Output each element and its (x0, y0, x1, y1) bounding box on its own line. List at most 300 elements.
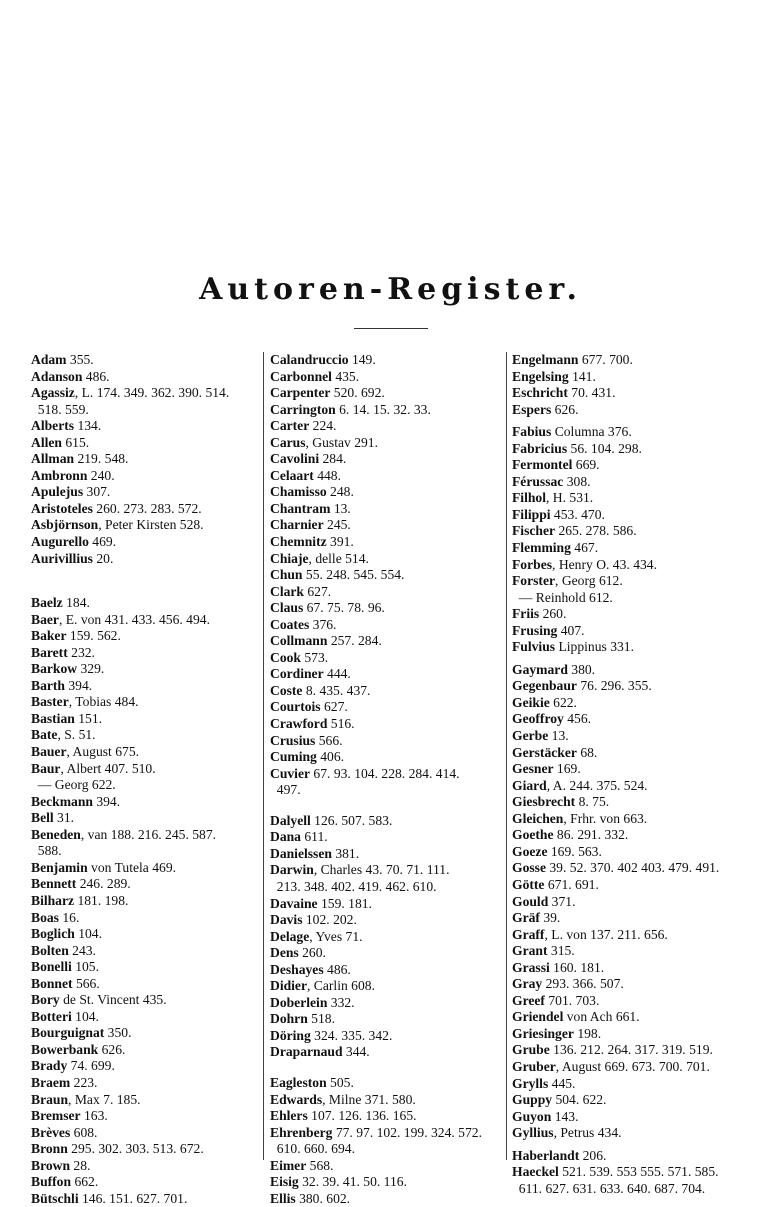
index-entry (31, 992, 261, 1009)
index-column-3 (512, 352, 774, 1197)
entry-name: Beneden (31, 826, 81, 842)
entry-pages: 223. (70, 1074, 98, 1090)
entry-name: Griendel (512, 1009, 564, 1025)
entry-pages: 626. (98, 1041, 126, 1057)
entry-name: Aristoteles (31, 500, 93, 516)
index-entry (270, 945, 505, 962)
entry-pages: 126. 507. 583. (310, 812, 393, 828)
index-entry (270, 1075, 505, 1092)
index-entry (31, 910, 261, 927)
entry-name: Filhol (512, 490, 546, 506)
entry-pages: 134. (74, 418, 102, 434)
entry-name: Calandruccio (270, 352, 349, 367)
entry-pages: , Georg 612. (555, 573, 623, 589)
entry-pages: 8. 75. (575, 794, 610, 810)
entry-name: Baelz (31, 595, 63, 611)
entry-name: Döring (270, 1027, 311, 1043)
index-entry (31, 843, 261, 860)
entry-name: Grant (512, 943, 548, 959)
entry-name: Boglich (31, 926, 75, 942)
index-entry (512, 1125, 774, 1142)
entry-pages: — Reinhold 612. (512, 589, 613, 605)
entry-pages: 615. (61, 434, 90, 450)
entry-pages: 486. (323, 961, 351, 977)
index-entry (31, 645, 261, 662)
entry-pages: 141. (568, 368, 596, 384)
index-entry (512, 860, 774, 877)
index-entry (31, 1025, 261, 1042)
entry-pages: 260. (298, 945, 326, 961)
index-entry (512, 711, 774, 728)
entry-name: Gray (512, 976, 543, 992)
entry-pages: 568. (306, 1157, 334, 1173)
entry-pages: 406. (316, 749, 345, 765)
entry-name: Grube (512, 1042, 550, 1058)
entry-name: Grylls (512, 1075, 549, 1091)
entry-name: Beckmann (31, 793, 93, 809)
entry-pages: 151. (74, 710, 103, 726)
entry-pages: , L. 174. 349. 362. 390. 514. (74, 385, 230, 401)
index-entry (31, 727, 261, 744)
entry-pages: , Carlin 608. (307, 978, 375, 994)
index-entry (512, 402, 774, 419)
entry-pages: , August 675. (66, 744, 140, 760)
index-entry (31, 893, 261, 910)
index-entry (31, 534, 261, 551)
entry-name: Gerbe (512, 728, 549, 744)
entry-pages: 31. (53, 810, 75, 826)
index-entry (31, 551, 261, 568)
entry-pages: , Peter Kirsten 528. (98, 517, 204, 533)
entry-pages: 497. (270, 782, 301, 798)
entry-pages: 456. (563, 711, 592, 727)
entry-name: Bourguignat (31, 1025, 105, 1041)
entry-name: Bütschli (31, 1190, 79, 1206)
entry-pages: , L. von 137. 211. 656. (544, 926, 668, 942)
entry-pages: 224. (309, 418, 337, 434)
entry-name: Bauer (31, 744, 67, 760)
entry-pages: 13. (330, 500, 351, 516)
entry-pages: 232. (67, 644, 95, 660)
entry-pages: 376. (309, 616, 337, 632)
index-entry (512, 943, 774, 960)
index-entry (512, 1026, 774, 1043)
entry-name: Gräf (512, 910, 540, 926)
entry-pages: 626. (551, 401, 579, 417)
entry-pages: 608. (70, 1124, 98, 1140)
index-entry (270, 1158, 505, 1175)
entry-pages: 669. (572, 457, 600, 473)
entry-name: Cuming (270, 749, 317, 765)
index-entry (512, 457, 774, 474)
entry-pages: 344. (342, 1044, 370, 1060)
entry-name: Deshayes (270, 961, 324, 977)
entry-pages: 181. 198. (74, 892, 129, 908)
entry-name: Gould (512, 893, 549, 909)
entry-name: Alberts (31, 418, 75, 434)
entry-name: Guyon (512, 1108, 552, 1124)
entry-pages: , H. 531. (546, 490, 594, 506)
entry-pages: 381. (331, 845, 360, 861)
index-entry (31, 1125, 261, 1142)
entry-pages: 13. (548, 728, 569, 744)
index-entry (31, 777, 261, 794)
entry-pages: 350. (104, 1025, 132, 1041)
index-entry (270, 600, 505, 617)
entry-name: Frusing (512, 622, 558, 638)
entry-name: Clark (270, 583, 304, 599)
entry-name: Doberlein (270, 994, 328, 1010)
index-entry (270, 1092, 505, 1109)
entry-pages: 159. 181. (317, 895, 372, 911)
section-gap (270, 1061, 505, 1075)
entry-name: Haeckel (512, 1164, 559, 1180)
entry-pages: 627. (303, 583, 332, 599)
entry-pages: , delle 514. (308, 550, 369, 566)
index-entry (270, 1125, 505, 1142)
entry-pages: 107. 126. 136. 165. (307, 1108, 417, 1124)
entry-name: Filippi (512, 506, 551, 522)
entry-name: Benjamin (31, 859, 88, 875)
index-entry (31, 418, 261, 435)
index-entry (270, 766, 505, 783)
index-entry (270, 484, 505, 501)
index-entry (270, 617, 505, 634)
entry-name: Eschricht (512, 385, 568, 401)
entry-pages: 245. (323, 517, 351, 533)
entry-pages: 518. 559. (31, 401, 89, 417)
index-entry (512, 490, 774, 507)
entry-pages: 104. (71, 1008, 99, 1024)
index-entry (512, 573, 774, 590)
entry-name: Chantram (270, 500, 331, 516)
index-entry (31, 402, 261, 419)
entry-name: Bate (31, 727, 58, 743)
index-entry (270, 435, 505, 452)
index-entry (270, 733, 505, 750)
entry-name: Edwards (270, 1091, 323, 1107)
entry-pages: 435. (331, 368, 360, 384)
entry-name: Adam (31, 352, 67, 367)
entry-name: Götte (512, 876, 545, 892)
entry-name: Carbonnel (270, 368, 332, 384)
index-column-1 (31, 352, 261, 1207)
entry-pages: 467. (570, 540, 599, 556)
index-entry (512, 1059, 774, 1076)
index-entry (31, 860, 261, 877)
entry-pages: 74. 699. (67, 1058, 115, 1074)
entry-name: Fabricius (512, 440, 568, 456)
entry-pages: 248. (326, 484, 354, 500)
entry-name: Goethe (512, 827, 554, 843)
index-entry (512, 1164, 774, 1181)
entry-name: Chemnitz (270, 534, 327, 550)
entry-pages: 445. (548, 1075, 576, 1091)
entry-pages: 240. (87, 467, 115, 483)
index-entry (512, 441, 774, 458)
index-entry (270, 584, 505, 601)
entry-pages: , S. 51. (57, 727, 96, 743)
section-gap (31, 567, 261, 595)
entry-name: Barth (31, 677, 65, 693)
index-column-2 (270, 352, 505, 1207)
index-entry (31, 943, 261, 960)
entry-pages: 448. (313, 467, 341, 483)
entry-pages: 206. (579, 1147, 607, 1163)
entry-name: Bonnet (31, 975, 73, 991)
entry-name: Crusius (270, 732, 316, 748)
index-entry (31, 827, 261, 844)
entry-pages: 394. (64, 677, 93, 693)
index-entry (31, 959, 261, 976)
entry-name: Davis (270, 912, 303, 928)
index-entry (31, 1075, 261, 1092)
index-entry (31, 711, 261, 728)
index-entry (512, 507, 774, 524)
entry-pages: 55. 248. 545. 554. (302, 567, 405, 583)
entry-pages: 516. (327, 716, 355, 732)
entry-pages: 260. (539, 606, 567, 622)
entry-name: Bory (31, 992, 60, 1008)
entry-name: Asbjörnson (31, 517, 99, 533)
entry-pages: , Petrus 434. (553, 1125, 622, 1141)
entry-name: Buffon (31, 1174, 72, 1190)
entry-pages: 662. (71, 1174, 99, 1190)
entry-name: Collmann (270, 633, 328, 649)
index-entry (270, 995, 505, 1012)
index-entry (270, 418, 505, 435)
entry-pages: 329. (77, 661, 105, 677)
entry-name: Adanson (31, 368, 83, 384)
index-entry (270, 501, 505, 518)
index-entry (270, 699, 505, 716)
entry-name: Carpenter (270, 385, 331, 401)
index-entry (512, 695, 774, 712)
entry-name: Espers (512, 401, 552, 417)
entry-name: Crawford (270, 716, 328, 732)
entry-name: Dana (270, 829, 301, 845)
entry-pages: von Ach 661. (563, 1009, 640, 1025)
entry-pages: 67. 93. 104. 228. 284. 414. (310, 765, 460, 781)
entry-pages: 149. (348, 352, 376, 367)
entry-name: Giesbrecht (512, 794, 576, 810)
entry-name: Cavolini (270, 451, 320, 467)
entry-name: Greef (512, 992, 545, 1008)
index-entry (31, 976, 261, 993)
index-entry (512, 811, 774, 828)
index-entry (270, 879, 505, 896)
entry-name: Engelmann (512, 352, 579, 367)
index-entry (270, 666, 505, 683)
index-entry (512, 369, 774, 386)
entry-name: Geikie (512, 694, 550, 710)
entry-pages: 671. 691. (544, 876, 599, 892)
entry-pages: 355. (66, 352, 94, 367)
index-entry (31, 484, 261, 501)
entry-name: Grassi (512, 959, 550, 975)
index-entry (270, 517, 505, 534)
index-entry (512, 910, 774, 927)
index-entry (270, 716, 505, 733)
entry-pages: 219. 548. (74, 451, 129, 467)
entry-name: Engelsing (512, 368, 569, 384)
index-entry (512, 1076, 774, 1093)
index-entry (31, 501, 261, 518)
entry-name: Eisig (270, 1174, 299, 1190)
entry-name: Didier (270, 978, 307, 994)
index-entry (270, 683, 505, 700)
entry-pages: , van 188. 216. 245. 587. (80, 826, 217, 842)
entry-pages: , Charles 43. 70. 71. 111. (313, 862, 450, 878)
index-entry (512, 639, 774, 656)
entry-pages: 67. 75. 78. 96. (303, 600, 385, 616)
index-entry (512, 1181, 774, 1198)
index-entry (512, 778, 774, 795)
entry-pages: 257. 284. (327, 633, 382, 649)
entry-name: Apulejus (31, 484, 84, 500)
entry-pages: 307. (83, 484, 111, 500)
index-entry (31, 761, 261, 778)
entry-name: Carus (270, 434, 306, 450)
entry-pages: von Tutela 469. (87, 859, 177, 875)
entry-name: Bennett (31, 876, 77, 892)
index-entry (512, 745, 774, 762)
entry-pages: 469. (88, 534, 117, 550)
index-entry (512, 352, 774, 369)
entry-pages: 588. (31, 843, 62, 859)
entry-pages: 324. 335. 342. (310, 1027, 393, 1043)
entry-name: Augurello (31, 534, 89, 550)
entry-pages: 260. 273. 283. 572. (92, 500, 202, 516)
index-entry (512, 794, 774, 811)
index-entry (31, 352, 261, 369)
entry-name: Gosse (512, 860, 546, 876)
index-entry (512, 993, 774, 1010)
entry-pages: , August 669. 673. 700. 701. (555, 1058, 710, 1074)
entry-pages: 308. (563, 473, 591, 489)
entry-name: Carter (270, 418, 310, 434)
entry-pages: , Frhr. von 663. (563, 810, 648, 826)
entry-pages: 8. 435. 437. (302, 682, 371, 698)
entry-name: Fabius (512, 424, 552, 440)
index-entry (512, 927, 774, 944)
index-entry (270, 369, 505, 386)
entry-name: Forbes (512, 556, 553, 572)
entry-name: Fulvius (512, 639, 556, 655)
entry-name: Boas (31, 909, 59, 925)
entry-pages: 76. 296. 355. (576, 678, 652, 694)
entry-name: Ambronn (31, 467, 88, 483)
section-gap (270, 799, 505, 813)
index-entry (512, 827, 774, 844)
entry-pages: 169. 563. (547, 843, 602, 859)
index-entry (31, 628, 261, 645)
index-entry (512, 662, 774, 679)
entry-name: Fischer (512, 523, 556, 539)
entry-pages: 143. (551, 1108, 579, 1124)
entry-name: Bilharz (31, 892, 75, 908)
column-divider (506, 352, 507, 1160)
entry-pages: 315. (547, 943, 575, 959)
entry-name: Goeze (512, 843, 548, 859)
entry-name: Gleichen (512, 810, 564, 826)
entry-pages: — Georg 622. (31, 777, 116, 793)
index-entry (31, 1042, 261, 1059)
entry-pages: 32. 39. 41. 50. 116. (298, 1174, 407, 1190)
entry-name: Fermontel (512, 457, 573, 473)
entry-name: Bell (31, 810, 54, 826)
entry-name: Gyllius (512, 1125, 554, 1141)
entry-pages: 611. 627. 631. 633. 640. 687. 704. (512, 1180, 706, 1196)
entry-pages: , Milne 371. 580. (322, 1091, 416, 1107)
entry-pages: 213. 348. 402. 419. 462. 610. (270, 878, 437, 894)
index-entry (31, 1158, 261, 1175)
entry-name: Griesinger (512, 1025, 574, 1041)
entry-pages: 39. (539, 910, 561, 926)
index-entry (31, 369, 261, 386)
entry-pages: 39. 52. 370. 402 403. 479. 491. (545, 860, 720, 876)
entry-pages: 444. (323, 666, 351, 682)
index-entry (512, 728, 774, 745)
index-entry (270, 1028, 505, 1045)
entry-name: Chun (270, 567, 303, 583)
index-entry (31, 612, 261, 629)
index-entry (31, 744, 261, 761)
index-entry (270, 534, 505, 551)
index-entry (270, 1191, 505, 1207)
entry-name: Agassiz (31, 385, 75, 401)
entry-pages: 246. 289. (76, 876, 131, 892)
entry-name: Braun (31, 1091, 69, 1107)
entry-pages: 20. (92, 550, 114, 566)
entry-pages: 265. 278. 586. (555, 523, 637, 539)
index-entry (512, 590, 774, 607)
entry-name: Baster (31, 694, 69, 710)
entry-name: Brèves (31, 1124, 71, 1140)
index-entry (512, 385, 774, 402)
entry-name: Baker (31, 628, 67, 644)
index-entry (270, 1174, 505, 1191)
index-entry (31, 810, 261, 827)
entry-pages: 28. (70, 1157, 91, 1173)
entry-name: Gesner (512, 761, 554, 777)
entry-pages: 486. (82, 368, 110, 384)
entry-pages: 520. 692. (330, 385, 385, 401)
index-entry (512, 424, 774, 441)
entry-pages: 701. 703. (544, 992, 600, 1008)
entry-pages: 371. (548, 893, 576, 909)
entry-pages: , E. von 431. 433. 456. 494. (58, 611, 210, 627)
index-entry (31, 451, 261, 468)
entry-name: Coates (270, 616, 310, 632)
index-entry (270, 650, 505, 667)
entry-pages: 610. 660. 694. (270, 1141, 355, 1157)
entry-name: Guppy (512, 1092, 553, 1108)
entry-pages: 391. (326, 534, 354, 550)
entry-name: Allen (31, 434, 62, 450)
entry-pages: 159. 562. (66, 628, 121, 644)
index-entry (31, 1058, 261, 1075)
entry-name: Dalyell (270, 812, 311, 828)
index-entry (512, 523, 774, 540)
entry-pages: 295. 302. 303. 513. 672. (67, 1141, 204, 1157)
entry-name: Bastian (31, 710, 75, 726)
index-entry (31, 694, 261, 711)
entry-pages: 284. (319, 451, 347, 467)
entry-name: Friis (512, 606, 540, 622)
index-entry (270, 782, 505, 799)
entry-name: Chamisso (270, 484, 327, 500)
